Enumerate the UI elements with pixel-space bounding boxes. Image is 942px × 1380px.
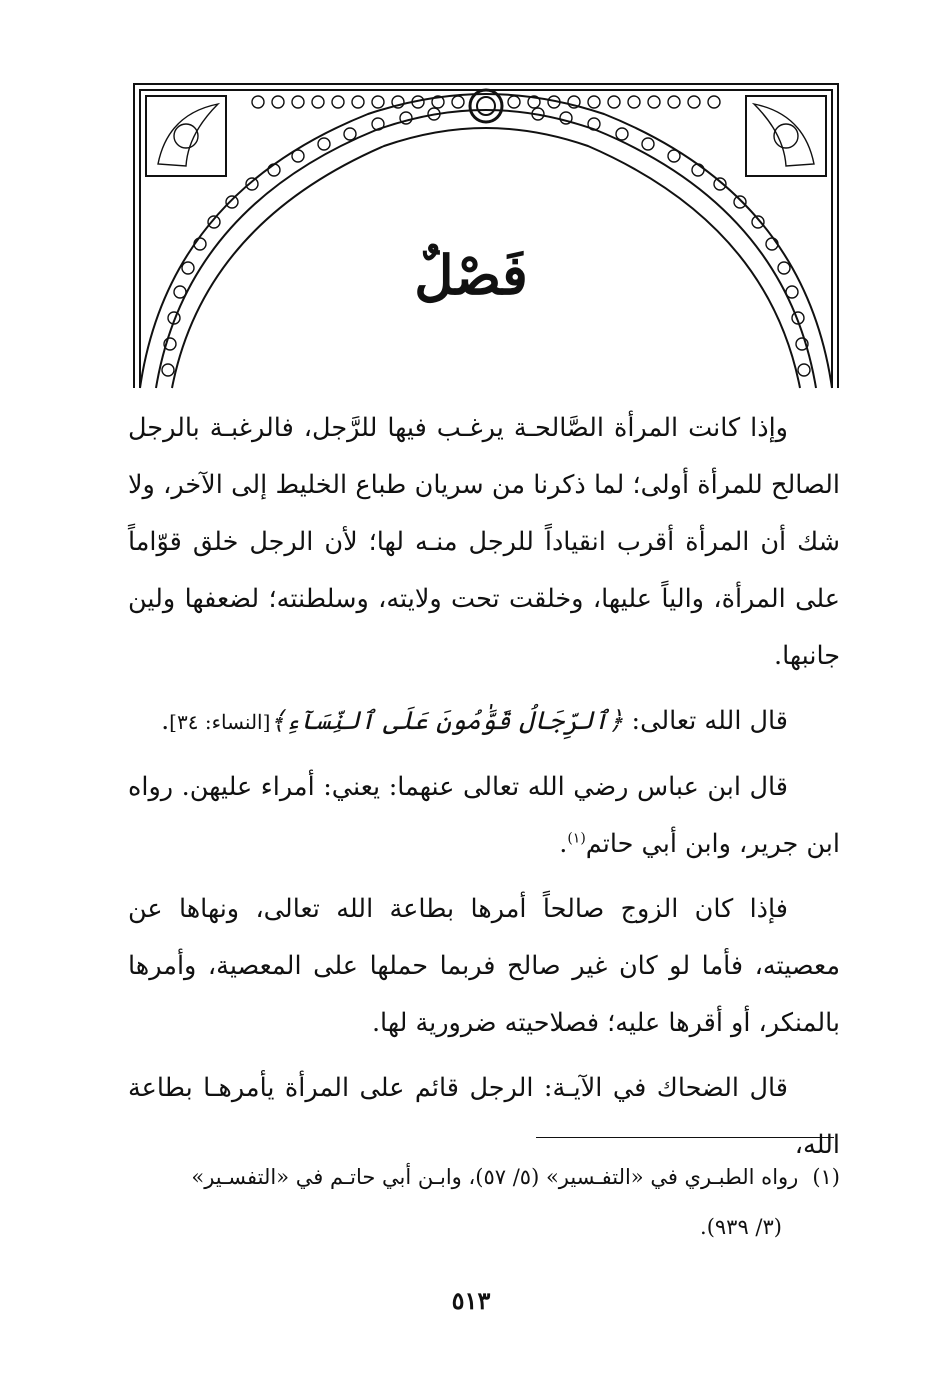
footnote-1: [128, 1152, 840, 1202]
footnote-separator: [536, 1137, 834, 1138]
page-number: ٥١٣: [451, 1286, 491, 1315]
paragraph-3-text: قال ابن عباس رضي الله تعالى عنهما: يعني: أمراء عليهن. رواه ابن جرير، وابن أبي حاتم: [128, 772, 840, 859]
paragraph-3-tail: .: [559, 829, 568, 859]
paragraph-3: [128, 759, 840, 873]
paragraph-5: قال الضحاك في الآيـة: الرجل قائم على المرأة يأمرهـا بطاعة الله،: [128, 1073, 840, 1160]
footnote-marker[interactable]: (١): [567, 830, 586, 847]
chapter-heading: فَصْلٌ: [414, 243, 528, 307]
quran-verse: ﴿ٱلرِّجَالُ قَوَّٰمُونَ عَلَى ٱلنِّسَآءِ﴾: [270, 706, 624, 736]
footnote-text: رواه الطبـري في «التفـسير» (٥/ ٥٧)، وابـن أبي حاتـم في «التفسـير»: [191, 1165, 799, 1189]
footnotes: [128, 1152, 840, 1252]
main-text: [128, 400, 840, 1182]
paragraph-4: فإذا كان الزوج صالحاً أمرها بطاعة الله تعالى، ونهاها عن معصيته، فأما لو كان غير صالح فربما حملها على المعصية، وأمرها بالمنكر، أو أقرها عليه؛ فصلاحيته ضرورية لها.: [128, 894, 841, 1038]
footnote-continuation: (٣/ ٩٣٩).: [700, 1215, 782, 1239]
arch-ornament: [128, 74, 844, 394]
paragraph-2-tail: .: [161, 706, 170, 736]
verse-reference: [النساء: ٣٤]: [169, 710, 271, 734]
footnote-number: (١): [812, 1165, 840, 1189]
paragraph-1: وإذا كانت المرأة الصَّالحـة يرغـب فيها للرَّجل، فالرغبـة بالرجل الصالح للمرأة أولى؛ لما ذكرنا من سريان طباع الخليط إلى الآخر، ولا شك أن المرأة أقرب انقياداً للرجل منـه لها؛ لأن الرجل خلق قوّاماً على المرأة، والياً عليها، وخلقت تحت ولايته، وسلطنته؛ لضعفها ولين جانبها.: [128, 413, 840, 671]
quote-lead: قال الله تعالى:: [623, 706, 788, 736]
paragraph-2: [128, 693, 840, 751]
